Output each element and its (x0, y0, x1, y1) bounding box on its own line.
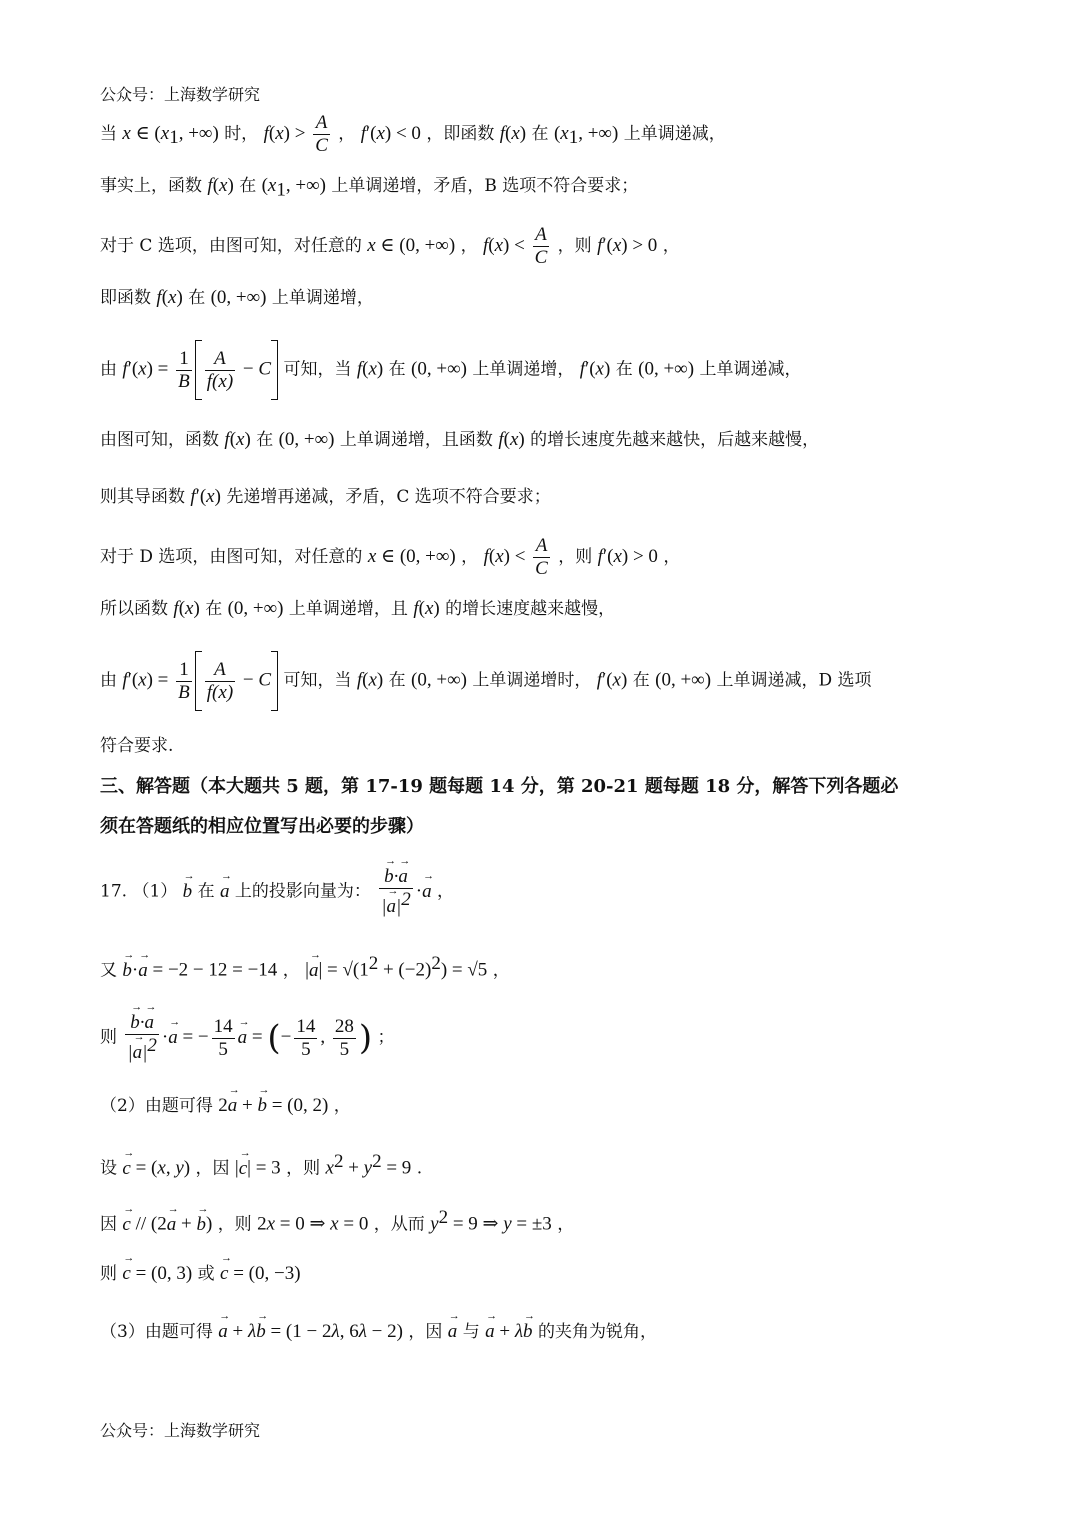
section-heading: 三、解答题（本大题共 5 题，第 17-19 题每题 14 分，第 20-21 题每题 18 分，解答下列各题必 (100, 776, 899, 797)
text-line-11: 符合要求. (100, 736, 174, 756)
page-footer: 公众号：上海数学研究 (100, 1421, 261, 1440)
text-line-16: 设 → c = (x, y) ，因 |→ c| = 3 ，则 $x^2 + y^2 = 9$ . (100, 1152, 422, 1178)
text-line-14: 则 → $\frac{b\cdot\to a}{|\to a|^2}$ ·→ a = − $\frac{14}{5}$ → a = (− $\frac{14}{5}$ , $\frac{28}{5}$ ) ； (100, 1012, 395, 1064)
section-heading-cont: 须在答题纸的相应位置写出必要的步骤） (100, 816, 424, 837)
page-header: 公众号：上海数学研究 (100, 85, 261, 104)
text-line-3: 对于 C 选项，由图可知，对任意的 x ∈ (0, +∞) ， f(x) < $\frac{A}{C}$ ，则 f′(x) > 0 ， (100, 224, 680, 268)
text-line-13: 又 → b·→ a = −2 − 12 = −14 ， |→ $a| = √(1^2 + (-2)^2) = √5$ ， (100, 954, 510, 980)
text-line-2: 事实上，函数 f(x) 在 ($x_1$, +∞) 上单调递增，矛盾，B 选项不符合要求； (100, 175, 639, 201)
question-17-line: 17. （1） → b 在 → a 上的投影向量为： → $\frac{b\cdot\to a}{|\to a|^2}$ ·→ a ， (100, 866, 454, 918)
text-line-6: 由图可知，函数 f(x) 在 (0, +∞) 上单调递增，且函数 f(x) 的增长速度先越来越快，后越来越慢， (100, 429, 820, 450)
text-line-4: 即函数 f(x) 在 (0, +∞) 上单调递增， (100, 287, 374, 308)
text-line-10: 由 f′(x) = $\frac{1}{B}$ $\frac{A}{f(x)}$ − C 可知，当 f(x) 在 (0, +∞) 上单调递增时， f′(x) 在 (0, +∞) 上单调递减，D 选项 (100, 651, 872, 711)
text-line-8: 对于 D 选项，由图可知，对任意的 x ∈ (0, +∞) ， f(x) < $\frac{A}{C}$ ，则 f′(x) > 0 ， (100, 535, 681, 579)
text-line-18: 则 → c = (0, 3) 或 → c = (0, −3) (100, 1264, 301, 1283)
text-line-15: （2）由题可得 2→ a + → b = (0, 2) ， (100, 1096, 351, 1115)
text-line-17: 因 → c // (2→ a + → b) ，则 2x = 0 ⇒ x = 0 ，从而 $y^2 = 9$ ⇒ y = ±3 ， (100, 1208, 574, 1234)
text-line-7: 则其导函数 f′(x) 先递增再递减，矛盾，C 选项不符合要求； (100, 486, 551, 507)
text-line-19: （3）由题可得 → a + λ→ b = (1 − 2λ, 6λ − 2) ，因 → a 与 → a + λ→ b 的夹角为锐角， (100, 1322, 657, 1341)
text-line-9: 所以函数 f(x) 在 (0, +∞) 上单调递增，且 f(x) 的增长速度越来越慢， (100, 598, 616, 619)
text-line-5: 由 f′(x) = $\frac{1}{B}$ $\frac{A}{f(x)}$ − C 可知，当 f(x) 在 (0, +∞) 上单调递增， f′(x) 在 (0, +∞) 上单调递减， (100, 340, 801, 400)
text-line-1: 当 x ∈ ($x_1$, +∞) 时， f(x) > $\frac{A}{C}$ ， f′(x) < 0 ，即函数 f(x) 在 ($x_1$, +∞) 上单调递减， (100, 112, 726, 156)
